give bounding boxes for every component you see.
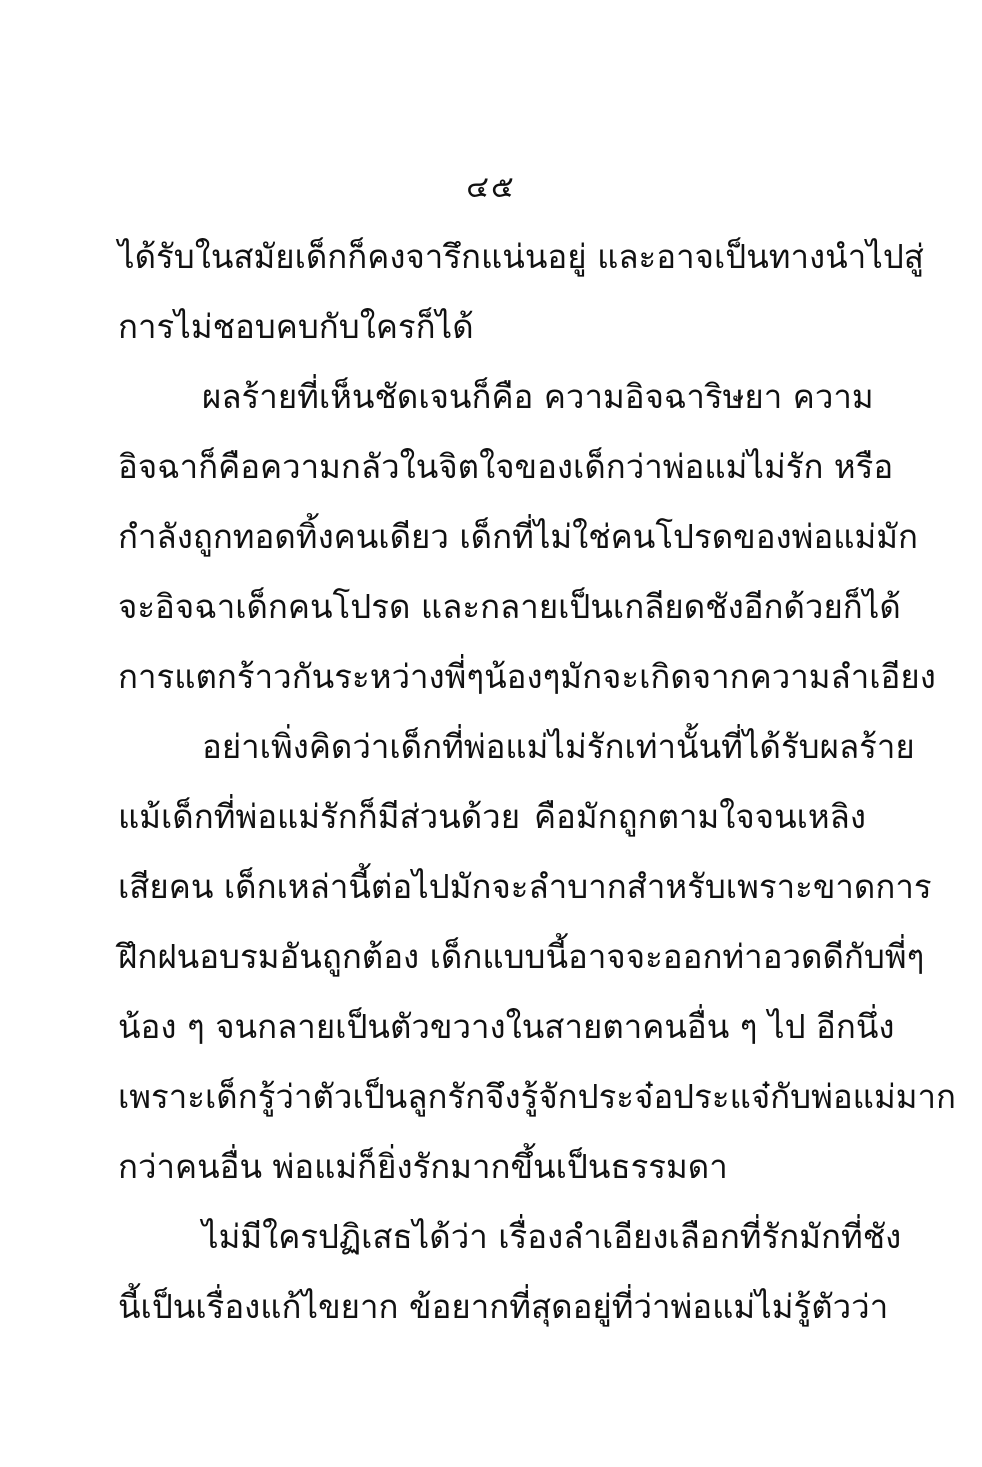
text-line: กว่าคนอื่น พ่อแม่ก็ยิ่งรักมากขึ้นเป็นธรรมดา (118, 1147, 728, 1186)
text-line: เพราะเด็กรู้ว่าตัวเป็นลูกรักจึงรู้จักประจ๋อประแจ๋กับพ่อแม่มาก (118, 1077, 956, 1116)
text-line: ฝึกฝนอบรมอันถูกต้อง เด็กแบบนี้อาจจะออกท่าอวดดีกับพี่ๆ (118, 937, 925, 976)
text-line: น้อง ๆ จนกลายเป็นตัวขวางในสายตาคนอื่น ๆ ไป อีกนึ่ง (118, 1007, 895, 1046)
text-line: เสียคน เด็กเหล่านี้ต่อไปมักจะลำบากสำหรับเพราะขาดการ (118, 867, 932, 906)
paragraph-first-line: ผลร้ายที่เห็นชัดเจนก็คือ ความอิจฉาริษยา ความ (202, 377, 874, 416)
paragraph-first-line: อย่าเพิ่งคิดว่าเด็กที่พ่อแม่ไม่รักเท่านั้นที่ได้รับผลร้าย (202, 727, 915, 766)
text-line: ได้รับในสมัยเด็กก็คงจารึกแน่นอยู่ และอาจเป็นทางนำไปสู่ (118, 237, 924, 276)
text-line: อิจฉาก็คือความกลัวในจิตใจของเด็กว่าพ่อแม่ไม่รัก หรือ (118, 447, 894, 486)
body-text (118, 222, 956, 1342)
text-line: กำลังถูกทอดทิ้งคนเดียว เด็กที่ไม่ใช่คนโปรดของพ่อแม่มัก (118, 517, 918, 556)
text-line: การไม่ชอบคบกับใครก็ได้ (118, 307, 474, 346)
text-line: แม้เด็กที่พ่อแม่รักก็มีส่วนด้วย คือมักถูกตามใจจนเหลิง (118, 797, 866, 836)
text-line: การแตกร้าวกันระหว่างพี่ๆน้องๆมักจะเกิดจากความลำเอียง (118, 657, 936, 696)
text-line: นี้เป็นเรื่องแก้ไขยาก ข้อยากที่สุดอยู่ที่ว่าพ่อแม่ไม่รู้ตัวว่า (118, 1287, 889, 1326)
page-number: ๔๕ (466, 170, 516, 205)
text-line: จะอิจฉาเด็กคนโปรด และกลายเป็นเกลียดชังอีกด้วยก็ได้ (118, 587, 901, 626)
paragraph-first-line: ไม่มีใครปฏิเสธได้ว่า เรื่องลำเอียงเลือกที่รักมักที่ชัง (202, 1217, 902, 1256)
